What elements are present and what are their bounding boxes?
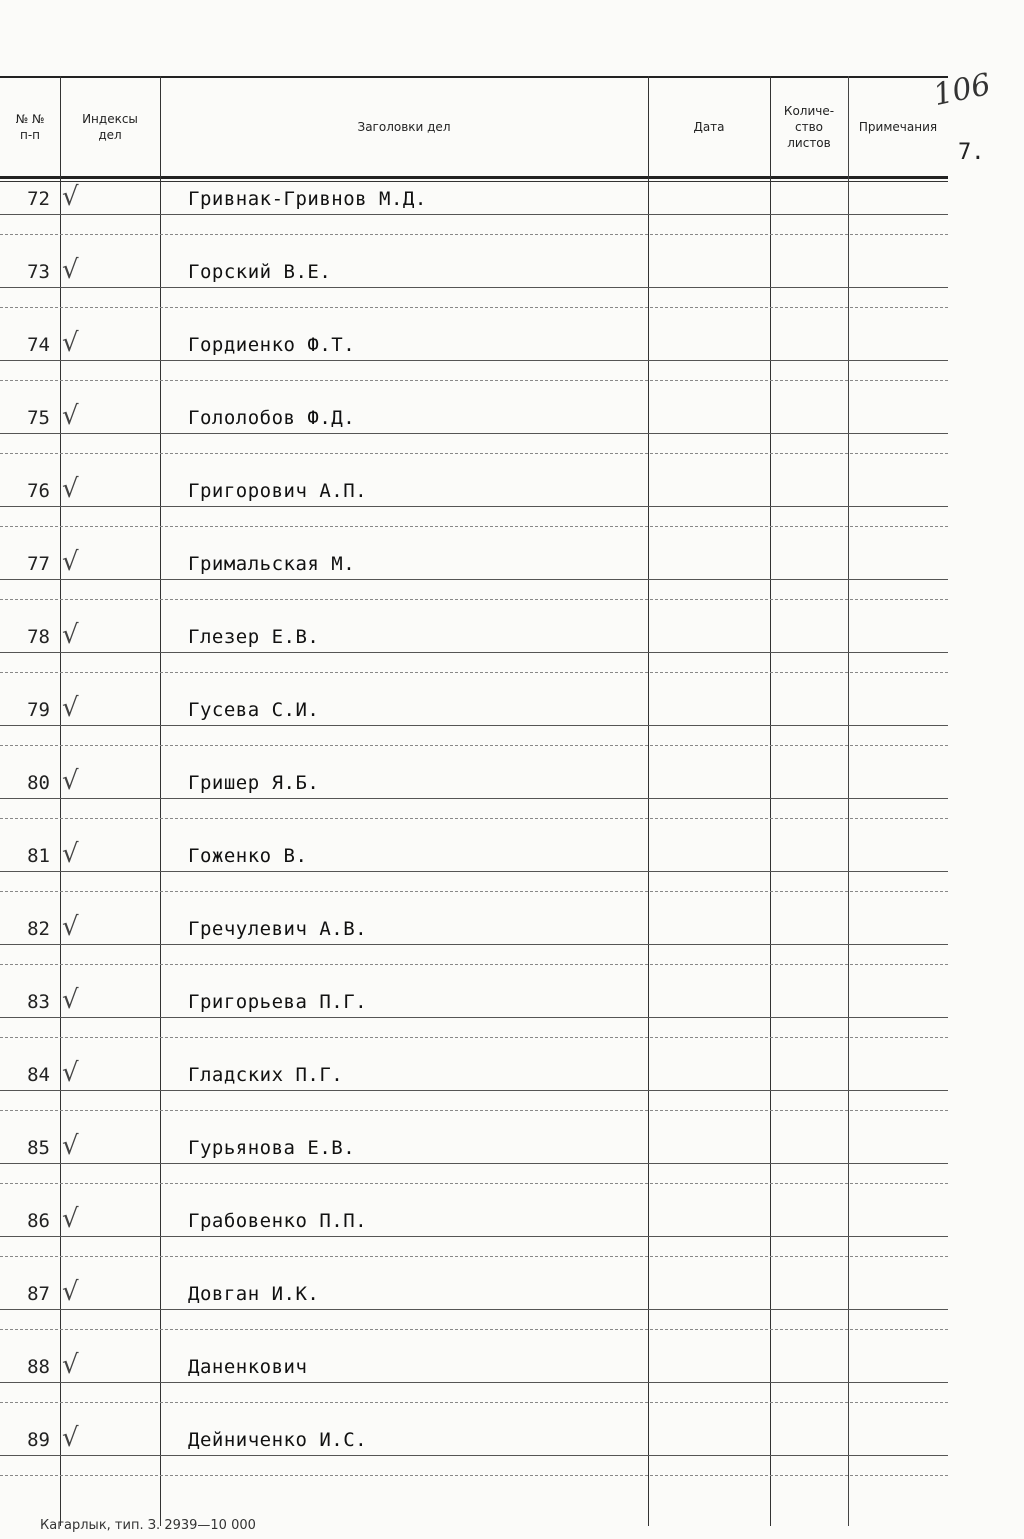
case-title: Гололобов Ф.Д.	[188, 407, 356, 429]
row-rule-secondary	[0, 1110, 948, 1111]
check-mark-icon: √	[62, 255, 79, 285]
table-row	[0, 693, 948, 769]
header-top-rule	[0, 76, 948, 78]
row-rule-secondary	[0, 1402, 948, 1403]
row-rule	[0, 214, 948, 215]
header-index: Индексы дел	[82, 112, 138, 142]
table-row	[0, 912, 948, 988]
row-rule-secondary	[0, 1256, 948, 1257]
table-row	[0, 474, 948, 550]
table-row	[0, 182, 948, 258]
case-title: Гречулевич А.В.	[188, 918, 368, 940]
row-number: 83	[27, 991, 50, 1013]
header-title: Заголовки дел	[357, 120, 451, 134]
row-number: 74	[27, 334, 50, 356]
row-rule-secondary	[0, 453, 948, 454]
row-number: 72	[27, 188, 50, 210]
case-title: Гоженко В.	[188, 845, 308, 867]
row-rule-secondary	[0, 964, 948, 965]
case-title: Довган И.К.	[188, 1283, 320, 1305]
check-mark-icon: √	[62, 1058, 79, 1088]
check-mark-icon: √	[62, 693, 79, 723]
case-title: Гришер Я.Б.	[188, 772, 320, 794]
case-title: Гусева С.И.	[188, 699, 320, 721]
row-rule-secondary	[0, 891, 948, 892]
table-row	[0, 1423, 948, 1499]
check-mark-icon: √	[62, 1423, 79, 1453]
row-number: 84	[27, 1064, 50, 1086]
check-mark-icon: √	[62, 1350, 79, 1380]
row-rule	[0, 1017, 948, 1018]
row-number: 80	[27, 772, 50, 794]
row-rule-secondary	[0, 380, 948, 381]
row-rule	[0, 725, 948, 726]
row-number: 88	[27, 1356, 50, 1378]
table-row	[0, 1131, 948, 1207]
row-rule	[0, 1236, 948, 1237]
case-title: Гладских П.Г.	[188, 1064, 344, 1086]
check-mark-icon: √	[62, 547, 79, 577]
row-number: 75	[27, 407, 50, 429]
row-number: 79	[27, 699, 50, 721]
case-title: Горский В.Е.	[188, 261, 332, 283]
row-rule	[0, 652, 948, 653]
row-rule-secondary	[0, 1037, 948, 1038]
row-rule-secondary	[0, 307, 948, 308]
printer-imprint: Кагарлык, тип. З. 2939—10 000	[40, 1518, 256, 1533]
table-row	[0, 1058, 948, 1134]
row-rule	[0, 1090, 948, 1091]
case-title: Гримальская М.	[188, 553, 356, 575]
check-mark-icon: √	[62, 1204, 79, 1234]
row-rule-secondary	[0, 526, 948, 527]
table-row	[0, 1277, 948, 1353]
check-mark-icon: √	[62, 401, 79, 431]
row-number: 89	[27, 1429, 50, 1451]
header-bottom-rule-thin	[0, 181, 948, 182]
row-number: 73	[27, 261, 50, 283]
sheet-number: 7.	[958, 140, 985, 165]
check-mark-icon: √	[62, 1277, 79, 1307]
row-rule-secondary	[0, 599, 948, 600]
check-mark-icon: √	[62, 985, 79, 1015]
check-mark-icon: √	[62, 474, 79, 504]
row-rule-secondary	[0, 818, 948, 819]
header-sheets: Количе- ство листов	[783, 104, 835, 150]
table-row	[0, 620, 948, 696]
row-rule	[0, 360, 948, 361]
check-mark-icon: √	[62, 620, 79, 650]
row-number: 81	[27, 845, 50, 867]
check-mark-icon: √	[62, 182, 79, 212]
row-rule	[0, 871, 948, 872]
table-row	[0, 985, 948, 1061]
row-rule	[0, 1163, 948, 1164]
check-mark-icon: √	[62, 328, 79, 358]
folio-number: 106	[930, 66, 994, 114]
row-rule	[0, 1382, 948, 1383]
check-mark-icon: √	[62, 912, 79, 942]
row-rule-secondary	[0, 672, 948, 673]
row-rule	[0, 287, 948, 288]
row-rule-secondary	[0, 1329, 948, 1330]
case-title: Гурьянова Е.В.	[188, 1137, 356, 1159]
table-row	[0, 255, 948, 331]
row-rule-secondary	[0, 1183, 948, 1184]
case-title: Грабовенко П.П.	[188, 1210, 368, 1232]
row-rule	[0, 1455, 948, 1456]
row-rule	[0, 944, 948, 945]
row-rule	[0, 433, 948, 434]
table-row	[0, 328, 948, 404]
case-title: Гривнак-Гривнов М.Д.	[188, 188, 427, 210]
case-title: Григорьева П.Г.	[188, 991, 368, 1013]
header-num: № № п-п	[15, 112, 45, 142]
case-title: Гордиенко Ф.Т.	[188, 334, 356, 356]
table-row	[0, 547, 948, 623]
header-bottom-rule	[0, 176, 948, 179]
row-number: 82	[27, 918, 50, 940]
header-date: Дата	[693, 120, 725, 134]
row-rule	[0, 506, 948, 507]
case-title: Григорович А.П.	[188, 480, 368, 502]
row-rule-secondary	[0, 234, 948, 235]
row-rule	[0, 1309, 948, 1310]
case-title: Даненкович	[188, 1356, 308, 1378]
row-number: 76	[27, 480, 50, 502]
table-row	[0, 839, 948, 915]
row-rule-secondary	[0, 745, 948, 746]
table-row	[0, 766, 948, 842]
row-number: 86	[27, 1210, 50, 1232]
row-number: 87	[27, 1283, 50, 1305]
table-row	[0, 401, 948, 477]
table-row	[0, 1204, 948, 1280]
row-number: 77	[27, 553, 50, 575]
row-number: 85	[27, 1137, 50, 1159]
row-number: 78	[27, 626, 50, 648]
row-rule-secondary	[0, 1475, 948, 1476]
header-notes: Примечания	[858, 120, 938, 134]
row-rule	[0, 798, 948, 799]
table-row	[0, 1350, 948, 1426]
row-rule	[0, 579, 948, 580]
check-mark-icon: √	[62, 839, 79, 869]
case-title: Дейниченко И.С.	[188, 1429, 368, 1451]
check-mark-icon: √	[62, 766, 79, 796]
case-title: Глезер Е.В.	[188, 626, 320, 648]
check-mark-icon: √	[62, 1131, 79, 1161]
